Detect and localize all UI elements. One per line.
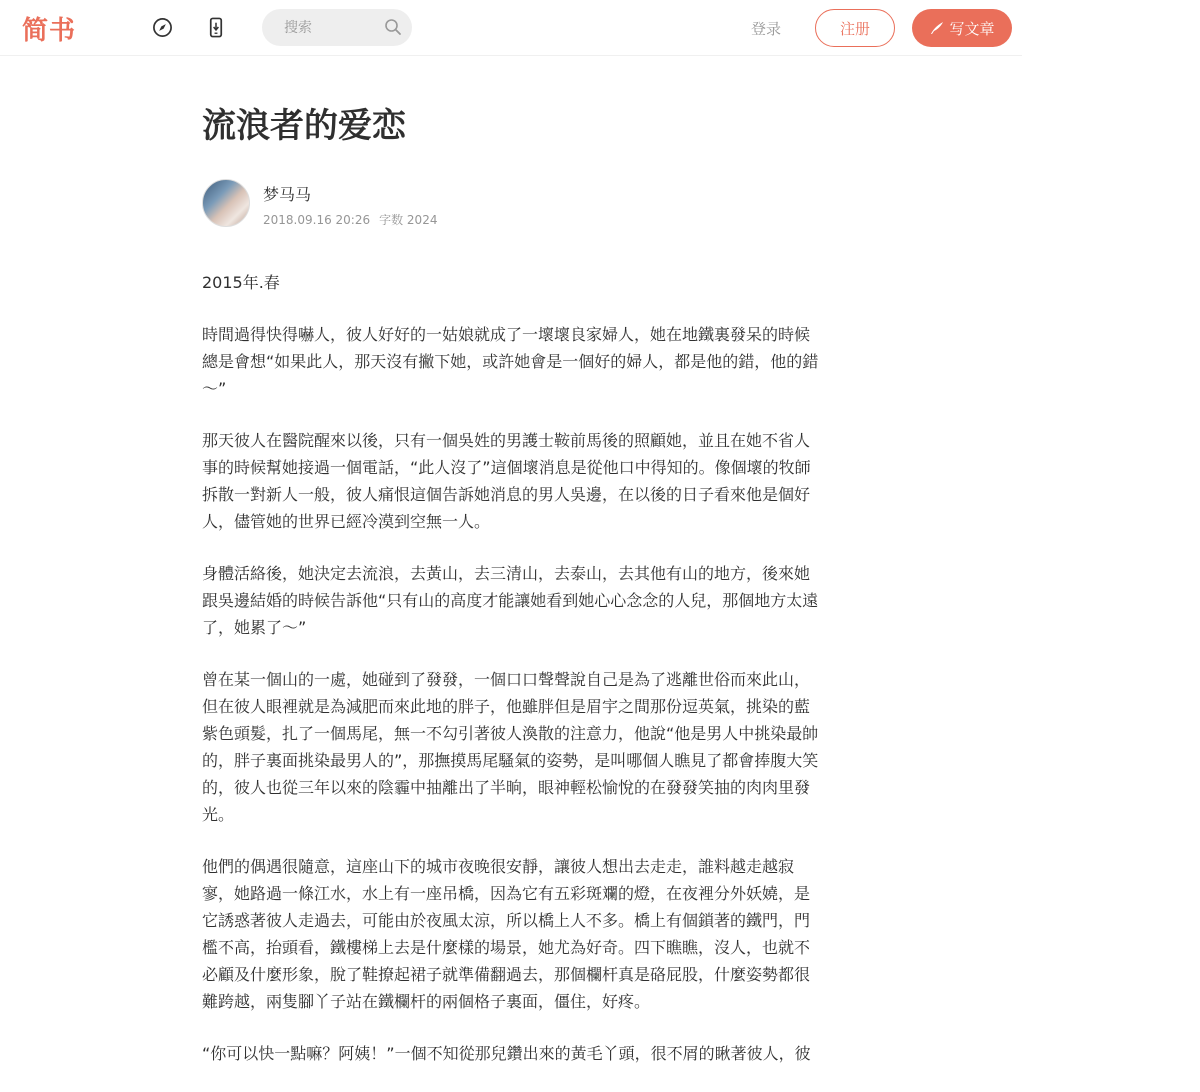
search-icon[interactable] <box>384 18 402 36</box>
top-navbar <box>0 0 1022 56</box>
phone-icon[interactable] <box>205 16 227 38</box>
paragraph: 身體活絡後，她決定去流浪，去黃山，去三清山，去泰山，去其他有山的地方，後來她跟吳邊結婚的時候告訴他“只有山的高度才能讓她看到她心心念念的人兒，那個地方太遠了，她累了～” <box>202 564 819 637</box>
signup-button[interactable]: 注册 <box>815 9 895 47</box>
write-article-button[interactable] <box>912 9 1012 47</box>
word-count: 字数 2024 <box>379 213 438 227</box>
article-body <box>202 269 822 1067</box>
paragraph: “你可以快一點嘛？阿姨！”一個不知從那兒鑽出來的黃毛丫頭，很不屑的瞅著彼人，彼 <box>202 1044 811 1063</box>
write-article-label: 写文章 <box>949 19 995 38</box>
publish-date: 2018.09.16 20:26 <box>263 213 371 227</box>
author-info <box>202 179 822 229</box>
pen-icon <box>929 20 945 36</box>
search-box <box>262 9 412 46</box>
author-name[interactable]: 梦马马 <box>263 185 312 204</box>
paragraph: 他們的偶遇很隨意，這座山下的城市夜晚很安靜，讓彼人想出去走走，誰料越走越寂寥，她路過一條江水，水上有一座吊橋，因為它有五彩斑斕的燈，在夜裡分外妖嬈，是它誘惑著彼人走過去，可能由於夜風太涼，所以橋上人不多。橋上有個鎖著的鐵門，門檻不高，抬頭看，鐵樓梯上去是什麼樣的場景，她尤為好奇。四下瞧瞧，沒人，也就不必顧及什麼形象，脫了鞋撩起裙子就準備翻過去，那個欄杆真是硌屁股，什麼姿勢都很難跨越，兩隻腳丫子站在鐵欄杆的兩個格子裏面，僵住，好疼。 <box>202 857 811 1011</box>
article <box>202 100 822 1092</box>
jianshu-logo[interactable]: 简书 <box>22 16 77 46</box>
compass-icon[interactable] <box>151 16 173 38</box>
paragraph: 2015年.春 <box>202 273 280 292</box>
paragraph: 那天彼人在醫院醒來以後，只有一個吳姓的男護士鞍前馬後的照顧她，並且在她不省人事的時候幫她接過一個電話，“此人沒了”這個壞消息是從他口中得知的。像個壞的牧師拆散一對新人一般，彼人痛恨這個告訴她消息的男人吳邊，在以後的日子看來他是個好人，儘管她的世界已經冷漠到空無一人。 <box>202 431 811 531</box>
paragraph: 曾在某一個山的一處，她碰到了發發，一個口口聲聲說自己是為了逃離世俗而來此山，但在彼人眼裡就是為減肥而來此地的胖子，他雖胖但是眉宇之間那份逗英氣，挑染的藍紫色頭髮，扎了一個馬尾，無一不勾引著彼人渙散的注意力，他說“他是男人中挑染最帥的，胖子裏面挑染最男人的”，那撫摸馬尾騷氣的姿勢，是叫哪個人瞧見了都會捧腹大笑的，彼人也從三年以來的陰霾中抽離出了半晌，眼神輕松愉悅的在發發笑抽的肉肉里發光。 <box>202 670 819 824</box>
login-link[interactable]: 登录 <box>751 20 782 38</box>
article-meta <box>263 211 437 228</box>
article-title: 流浪者的爱恋 <box>202 106 406 146</box>
avatar[interactable] <box>202 179 250 227</box>
paragraph: 時間過得快得嚇人，彼人好好的一姑娘就成了一壞壞良家婦人，她在地鐵裏發呆的時候總是會想“如果此人，那天沒有撇下她，或許她會是一個好的婦人，都是他的錯，他的錯～” <box>202 325 819 398</box>
